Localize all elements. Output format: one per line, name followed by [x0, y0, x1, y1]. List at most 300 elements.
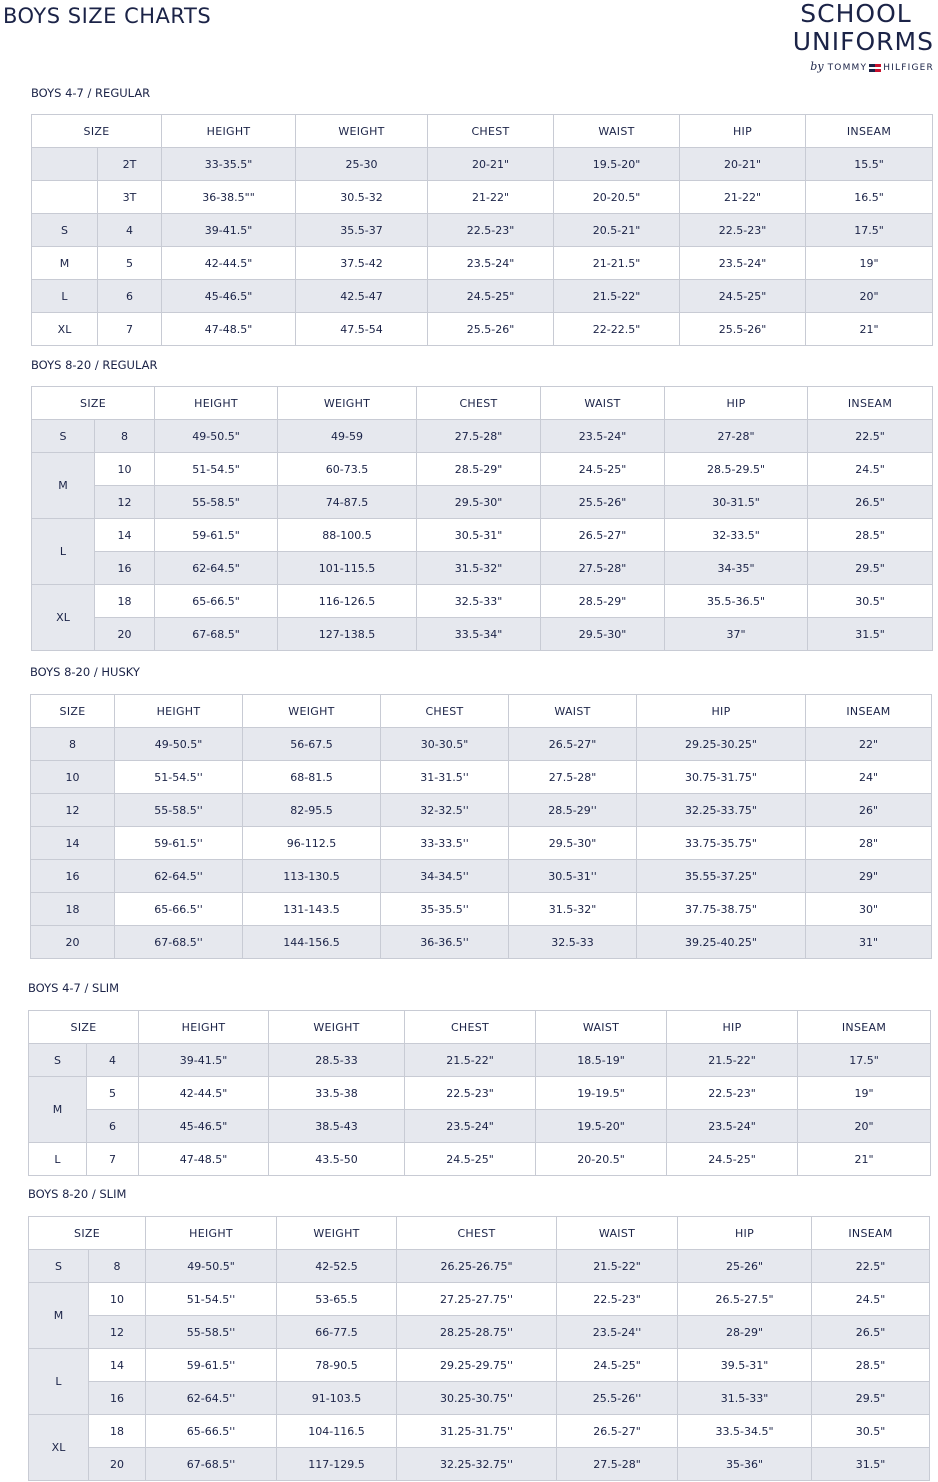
cell-hip: 32.25-33.75"	[637, 794, 806, 827]
cell-size: 12	[89, 1316, 146, 1349]
table-row	[29, 1250, 930, 1283]
table-row	[32, 247, 933, 280]
column-header-waist: WAIST	[541, 387, 665, 420]
cell-height: 65-66.5"	[155, 585, 278, 618]
cell-waist: 23.5-24''	[557, 1316, 678, 1349]
cell-inseam: 20"	[806, 280, 933, 313]
cell-chest: 31.25-31.75''	[397, 1415, 557, 1448]
cell-weight: 127-138.5	[278, 618, 417, 651]
table-row	[29, 1077, 931, 1110]
cell-height: 33-35.5"	[162, 148, 296, 181]
table-row	[32, 280, 933, 313]
table-row	[31, 827, 932, 860]
cell-inseam: 29.5"	[812, 1382, 930, 1415]
table-row	[32, 585, 933, 618]
cell-weight: 78-90.5	[277, 1349, 397, 1382]
header-row	[32, 387, 933, 420]
cell-size: 10	[95, 453, 155, 486]
size-group-label: L	[32, 519, 95, 585]
cell-height: 67-68.5''	[115, 926, 243, 959]
cell-weight: 91-103.5	[277, 1382, 397, 1415]
cell-size: 20	[31, 926, 115, 959]
cell-size: 7	[87, 1143, 139, 1176]
brand-by: by	[810, 60, 824, 73]
cell-chest: 33.5-34"	[417, 618, 541, 651]
table-row	[32, 453, 933, 486]
cell-chest: 22.5-23"	[428, 214, 554, 247]
header-row	[31, 695, 932, 728]
cell-waist: 26.5-27"	[557, 1415, 678, 1448]
cell-size: 14	[31, 827, 115, 860]
table-row	[32, 552, 933, 585]
section-boys-4-7-regular	[31, 85, 933, 346]
column-header-weight: WEIGHT	[243, 695, 381, 728]
cell-chest: 20-21"	[428, 148, 554, 181]
cell-weight: 42.5-47	[296, 280, 428, 313]
cell-height: 65-66.5''	[146, 1415, 277, 1448]
cell-hip: 22.5-23"	[680, 214, 806, 247]
cell-hip: 29.25-30.25"	[637, 728, 806, 761]
cell-chest: 27.5-28"	[417, 420, 541, 453]
table-row	[29, 1448, 930, 1481]
cell-weight: 49-59	[278, 420, 417, 453]
cell-waist: 25.5-26''	[557, 1382, 678, 1415]
cell-waist: 23.5-24"	[541, 420, 665, 453]
cell-size: 10	[31, 761, 115, 794]
cell-hip: 32-33.5"	[665, 519, 808, 552]
cell-hip: 24.5-25"	[667, 1143, 798, 1176]
cell-chest: 28.25-28.75''	[397, 1316, 557, 1349]
brand-uniforms: UNIFORMS	[792, 27, 934, 56]
cell-waist: 19.5-20"	[536, 1110, 667, 1143]
cell-chest: 24.5-25"	[428, 280, 554, 313]
cell-size: 7	[98, 313, 162, 346]
cell-waist: 30.5-31''	[509, 860, 637, 893]
cell-chest: 27.25-27.75''	[397, 1283, 557, 1316]
cell-chest: 30.25-30.75''	[397, 1382, 557, 1415]
cell-hip: 26.5-27.5"	[678, 1283, 812, 1316]
cell-chest: 23.5-24"	[405, 1110, 536, 1143]
cell-inseam: 28.5"	[812, 1349, 930, 1382]
size-group-label: M	[32, 247, 98, 280]
column-header-weight: WEIGHT	[269, 1011, 405, 1044]
cell-waist: 24.5-25"	[541, 453, 665, 486]
cell-weight: 116-126.5	[278, 585, 417, 618]
cell-waist: 18.5-19"	[536, 1044, 667, 1077]
header-row	[32, 115, 933, 148]
section-title: BOYS 8-20 / REGULAR	[31, 358, 158, 372]
cell-weight: 104-116.5	[277, 1415, 397, 1448]
size-table	[28, 1216, 930, 1481]
cell-weight: 37.5-42	[296, 247, 428, 280]
cell-inseam: 28.5"	[808, 519, 933, 552]
cell-hip: 28-29"	[678, 1316, 812, 1349]
cell-inseam: 21"	[798, 1143, 931, 1176]
cell-waist: 21.5-22"	[557, 1250, 678, 1283]
column-header-waist: WAIST	[557, 1217, 678, 1250]
column-header-hip: HIP	[667, 1011, 798, 1044]
cell-weight: 30.5-32	[296, 181, 428, 214]
column-header-hip: HIP	[665, 387, 808, 420]
size-table	[31, 386, 933, 651]
cell-inseam: 29"	[806, 860, 932, 893]
column-header-waist: WAIST	[554, 115, 680, 148]
cell-size: 4	[98, 214, 162, 247]
cell-size: 6	[98, 280, 162, 313]
cell-hip: 33.5-34.5"	[678, 1415, 812, 1448]
table-row	[32, 486, 933, 519]
cell-inseam: 24"	[806, 761, 932, 794]
brand-school: SCHOOL	[800, 0, 912, 28]
cell-size: 14	[89, 1349, 146, 1382]
cell-waist: 20-20.5"	[536, 1143, 667, 1176]
cell-inseam: 24.5"	[808, 453, 933, 486]
cell-height: 47-48.5"	[162, 313, 296, 346]
column-header-chest: CHEST	[381, 695, 509, 728]
table-row	[32, 181, 933, 214]
brand-logo	[764, 0, 934, 73]
column-header-inseam: INSEAM	[808, 387, 933, 420]
cell-inseam: 31"	[806, 926, 932, 959]
cell-height: 62-64.5''	[146, 1382, 277, 1415]
size-group-label: S	[29, 1044, 87, 1077]
column-header-inseam: INSEAM	[806, 115, 933, 148]
size-group-label: XL	[32, 313, 98, 346]
cell-size: 8	[95, 420, 155, 453]
cell-inseam: 30.5"	[808, 585, 933, 618]
cell-inseam: 26.5"	[812, 1316, 930, 1349]
cell-waist: 26.5-27"	[541, 519, 665, 552]
cell-waist: 19-19.5"	[536, 1077, 667, 1110]
table-row	[31, 926, 932, 959]
size-group-label: XL	[32, 585, 95, 651]
table-row	[32, 148, 933, 181]
cell-hip: 35.5-36.5"	[665, 585, 808, 618]
cell-size: 18	[89, 1415, 146, 1448]
cell-hip: 23.5-24"	[680, 247, 806, 280]
cell-waist: 24.5-25"	[557, 1349, 678, 1382]
cell-height: 55-58.5''	[146, 1316, 277, 1349]
cell-hip: 25.5-26"	[680, 313, 806, 346]
cell-weight: 60-73.5	[278, 453, 417, 486]
cell-hip: 39.25-40.25"	[637, 926, 806, 959]
cell-waist: 27.5-28"	[557, 1448, 678, 1481]
table-row	[32, 313, 933, 346]
cell-weight: 131-143.5	[243, 893, 381, 926]
column-header-height: HEIGHT	[139, 1011, 269, 1044]
table-row	[29, 1316, 930, 1349]
cell-weight: 68-81.5	[243, 761, 381, 794]
column-header-inseam: INSEAM	[812, 1217, 930, 1250]
brand-byline	[764, 60, 934, 73]
column-header-hip: HIP	[680, 115, 806, 148]
column-header-size: SIZE	[32, 115, 162, 148]
cell-height: 55-58.5''	[115, 794, 243, 827]
cell-weight: 47.5-54	[296, 313, 428, 346]
cell-height: 49-50.5"	[155, 420, 278, 453]
cell-height: 62-64.5"	[155, 552, 278, 585]
cell-chest: 34-34.5''	[381, 860, 509, 893]
cell-weight: 96-112.5	[243, 827, 381, 860]
cell-height: 55-58.5"	[155, 486, 278, 519]
cell-size: 8	[89, 1250, 146, 1283]
size-group-label: S	[29, 1250, 89, 1283]
cell-inseam: 21"	[806, 313, 933, 346]
size-group-label: XL	[29, 1415, 89, 1481]
column-header-hip: HIP	[678, 1217, 812, 1250]
cell-chest: 22.5-23"	[405, 1077, 536, 1110]
cell-height: 59-61.5"	[155, 519, 278, 552]
section-title: BOYS 4-7 / SLIM	[28, 981, 120, 995]
size-group-label: L	[29, 1349, 89, 1415]
cell-chest: 26.25-26.75"	[397, 1250, 557, 1283]
cell-hip: 33.75-35.75"	[637, 827, 806, 860]
cell-height: 62-64.5''	[115, 860, 243, 893]
size-group-label: M	[29, 1283, 89, 1349]
column-header-weight: WEIGHT	[296, 115, 428, 148]
page-title: BOYS SIZE CHARTS	[3, 4, 212, 28]
column-header-hip: HIP	[637, 695, 806, 728]
size-group-label	[32, 181, 98, 214]
size-table	[28, 1010, 931, 1176]
cell-chest: 32.5-33"	[417, 585, 541, 618]
brand-hilfiger: HILFIGER	[883, 63, 934, 73]
table-row	[31, 728, 932, 761]
cell-hip: 30.75-31.75"	[637, 761, 806, 794]
size-table	[31, 114, 933, 346]
cell-weight: 117-129.5	[277, 1448, 397, 1481]
cell-inseam: 28"	[806, 827, 932, 860]
cell-height: 39-41.5"	[139, 1044, 269, 1077]
cell-size: 12	[95, 486, 155, 519]
cell-height: 45-46.5"	[139, 1110, 269, 1143]
cell-weight: 66-77.5	[277, 1316, 397, 1349]
cell-waist: 27.5-28"	[509, 761, 637, 794]
cell-hip: 25-26"	[678, 1250, 812, 1283]
cell-weight: 25-30	[296, 148, 428, 181]
cell-height: 36-38.5""	[162, 181, 296, 214]
cell-inseam: 29.5"	[808, 552, 933, 585]
column-header-inseam: INSEAM	[806, 695, 932, 728]
table-row	[31, 794, 932, 827]
size-group-label: L	[29, 1143, 87, 1176]
cell-size: 5	[87, 1077, 139, 1110]
cell-weight: 53-65.5	[277, 1283, 397, 1316]
cell-height: 59-61.5''	[115, 827, 243, 860]
cell-chest: 21.5-22"	[405, 1044, 536, 1077]
cell-size: 5	[98, 247, 162, 280]
cell-size: 4	[87, 1044, 139, 1077]
column-header-size: SIZE	[29, 1011, 139, 1044]
cell-hip: 28.5-29.5"	[665, 453, 808, 486]
cell-hip: 20-21"	[680, 148, 806, 181]
size-group-label	[32, 148, 98, 181]
cell-hip: 27-28"	[665, 420, 808, 453]
section-boys-8-20-husky	[30, 664, 932, 959]
cell-waist: 21-21.5"	[554, 247, 680, 280]
cell-waist: 20-20.5"	[554, 181, 680, 214]
cell-waist: 25.5-26"	[541, 486, 665, 519]
cell-chest: 30-30.5"	[381, 728, 509, 761]
column-header-waist: WAIST	[509, 695, 637, 728]
cell-weight: 82-95.5	[243, 794, 381, 827]
cell-chest: 32.25-32.75''	[397, 1448, 557, 1481]
cell-height: 67-68.5"	[155, 618, 278, 651]
cell-inseam: 19"	[806, 247, 933, 280]
cell-hip: 23.5-24"	[667, 1110, 798, 1143]
section-title: BOYS 8-20 / HUSKY	[30, 665, 140, 679]
table-row	[29, 1110, 931, 1143]
cell-inseam: 31.5"	[812, 1448, 930, 1481]
cell-chest: 31.5-32"	[417, 552, 541, 585]
column-header-size: SIZE	[29, 1217, 146, 1250]
column-header-chest: CHEST	[417, 387, 541, 420]
column-header-inseam: INSEAM	[798, 1011, 931, 1044]
cell-chest: 35-35.5''	[381, 893, 509, 926]
size-group-label: S	[32, 214, 98, 247]
column-header-weight: WEIGHT	[278, 387, 417, 420]
cell-size: 18	[31, 893, 115, 926]
cell-height: 49-50.5"	[115, 728, 243, 761]
cell-size: 2T	[98, 148, 162, 181]
cell-waist: 28.5-29"	[541, 585, 665, 618]
table-row	[31, 761, 932, 794]
cell-inseam: 17.5"	[798, 1044, 931, 1077]
cell-hip: 37"	[665, 618, 808, 651]
cell-height: 51-54.5"	[155, 453, 278, 486]
cell-hip: 37.75-38.75"	[637, 893, 806, 926]
column-header-height: HEIGHT	[115, 695, 243, 728]
cell-hip: 24.5-25"	[680, 280, 806, 313]
column-header-waist: WAIST	[536, 1011, 667, 1044]
table-row	[29, 1415, 930, 1448]
cell-size: 16	[89, 1382, 146, 1415]
cell-size: 8	[31, 728, 115, 761]
cell-height: 42-44.5"	[162, 247, 296, 280]
table-row	[29, 1143, 931, 1176]
cell-height: 59-61.5''	[146, 1349, 277, 1382]
cell-waist: 28.5-29''	[509, 794, 637, 827]
cell-inseam: 22"	[806, 728, 932, 761]
column-header-size: SIZE	[32, 387, 155, 420]
table-row	[29, 1044, 931, 1077]
cell-chest: 23.5-24"	[428, 247, 554, 280]
cell-weight: 35.5-37	[296, 214, 428, 247]
cell-waist: 29.5-30"	[541, 618, 665, 651]
cell-waist: 31.5-32"	[509, 893, 637, 926]
cell-size: 18	[95, 585, 155, 618]
cell-waist: 19.5-20"	[554, 148, 680, 181]
cell-chest: 24.5-25"	[405, 1143, 536, 1176]
cell-hip: 34-35"	[665, 552, 808, 585]
cell-size: 16	[31, 860, 115, 893]
cell-weight: 56-67.5	[243, 728, 381, 761]
cell-weight: 43.5-50	[269, 1143, 405, 1176]
cell-weight: 42-52.5	[277, 1250, 397, 1283]
cell-inseam: 24.5"	[812, 1283, 930, 1316]
cell-height: 49-50.5"	[146, 1250, 277, 1283]
cell-size: 14	[95, 519, 155, 552]
cell-weight: 74-87.5	[278, 486, 417, 519]
size-table	[30, 694, 932, 959]
column-header-size: SIZE	[31, 695, 115, 728]
cell-weight: 88-100.5	[278, 519, 417, 552]
cell-inseam: 22.5"	[812, 1250, 930, 1283]
section-boys-8-20-slim	[28, 1186, 930, 1481]
cell-waist: 29.5-30"	[509, 827, 637, 860]
cell-hip: 21.5-22"	[667, 1044, 798, 1077]
cell-chest: 36-36.5''	[381, 926, 509, 959]
cell-height: 42-44.5"	[139, 1077, 269, 1110]
cell-chest: 30.5-31"	[417, 519, 541, 552]
cell-hip: 21-22"	[680, 181, 806, 214]
column-header-chest: CHEST	[405, 1011, 536, 1044]
column-header-chest: CHEST	[397, 1217, 557, 1250]
table-row	[32, 618, 933, 651]
cell-size: 12	[31, 794, 115, 827]
cell-height: 67-68.5''	[146, 1448, 277, 1481]
cell-waist: 27.5-28"	[541, 552, 665, 585]
size-group-label: M	[32, 453, 95, 519]
size-group-label: M	[29, 1077, 87, 1143]
cell-chest: 31-31.5''	[381, 761, 509, 794]
cell-inseam: 31.5"	[808, 618, 933, 651]
cell-chest: 32-32.5''	[381, 794, 509, 827]
table-row	[32, 214, 933, 247]
column-header-height: HEIGHT	[146, 1217, 277, 1250]
cell-inseam: 19"	[798, 1077, 931, 1110]
cell-weight: 28.5-33	[269, 1044, 405, 1077]
cell-inseam: 16.5"	[806, 181, 933, 214]
cell-chest: 25.5-26"	[428, 313, 554, 346]
cell-inseam: 22.5"	[808, 420, 933, 453]
header-row	[29, 1217, 930, 1250]
cell-weight: 38.5-43	[269, 1110, 405, 1143]
flag-icon	[869, 64, 881, 72]
cell-height: 51-54.5''	[115, 761, 243, 794]
cell-waist: 22-22.5"	[554, 313, 680, 346]
cell-hip: 35.55-37.25"	[637, 860, 806, 893]
cell-inseam: 20"	[798, 1110, 931, 1143]
size-group-label: L	[32, 280, 98, 313]
section-title: BOYS 8-20 / SLIM	[28, 1187, 127, 1201]
cell-size: 10	[89, 1283, 146, 1316]
table-row	[32, 420, 933, 453]
cell-weight: 101-115.5	[278, 552, 417, 585]
cell-chest: 29.5-30"	[417, 486, 541, 519]
cell-waist: 20.5-21"	[554, 214, 680, 247]
cell-size: 6	[87, 1110, 139, 1143]
cell-inseam: 26"	[806, 794, 932, 827]
cell-height: 39-41.5"	[162, 214, 296, 247]
cell-inseam: 17.5"	[806, 214, 933, 247]
cell-hip: 31.5-33"	[678, 1382, 812, 1415]
cell-size: 20	[95, 618, 155, 651]
cell-weight: 33.5-38	[269, 1077, 405, 1110]
cell-inseam: 26.5"	[808, 486, 933, 519]
cell-hip: 39.5-31"	[678, 1349, 812, 1382]
cell-chest: 21-22"	[428, 181, 554, 214]
cell-chest: 29.25-29.75''	[397, 1349, 557, 1382]
cell-size: 16	[95, 552, 155, 585]
cell-height: 51-54.5''	[146, 1283, 277, 1316]
size-group-label: S	[32, 420, 95, 453]
column-header-height: HEIGHT	[155, 387, 278, 420]
table-row	[32, 519, 933, 552]
cell-height: 65-66.5''	[115, 893, 243, 926]
cell-chest: 33-33.5''	[381, 827, 509, 860]
cell-size: 20	[89, 1448, 146, 1481]
